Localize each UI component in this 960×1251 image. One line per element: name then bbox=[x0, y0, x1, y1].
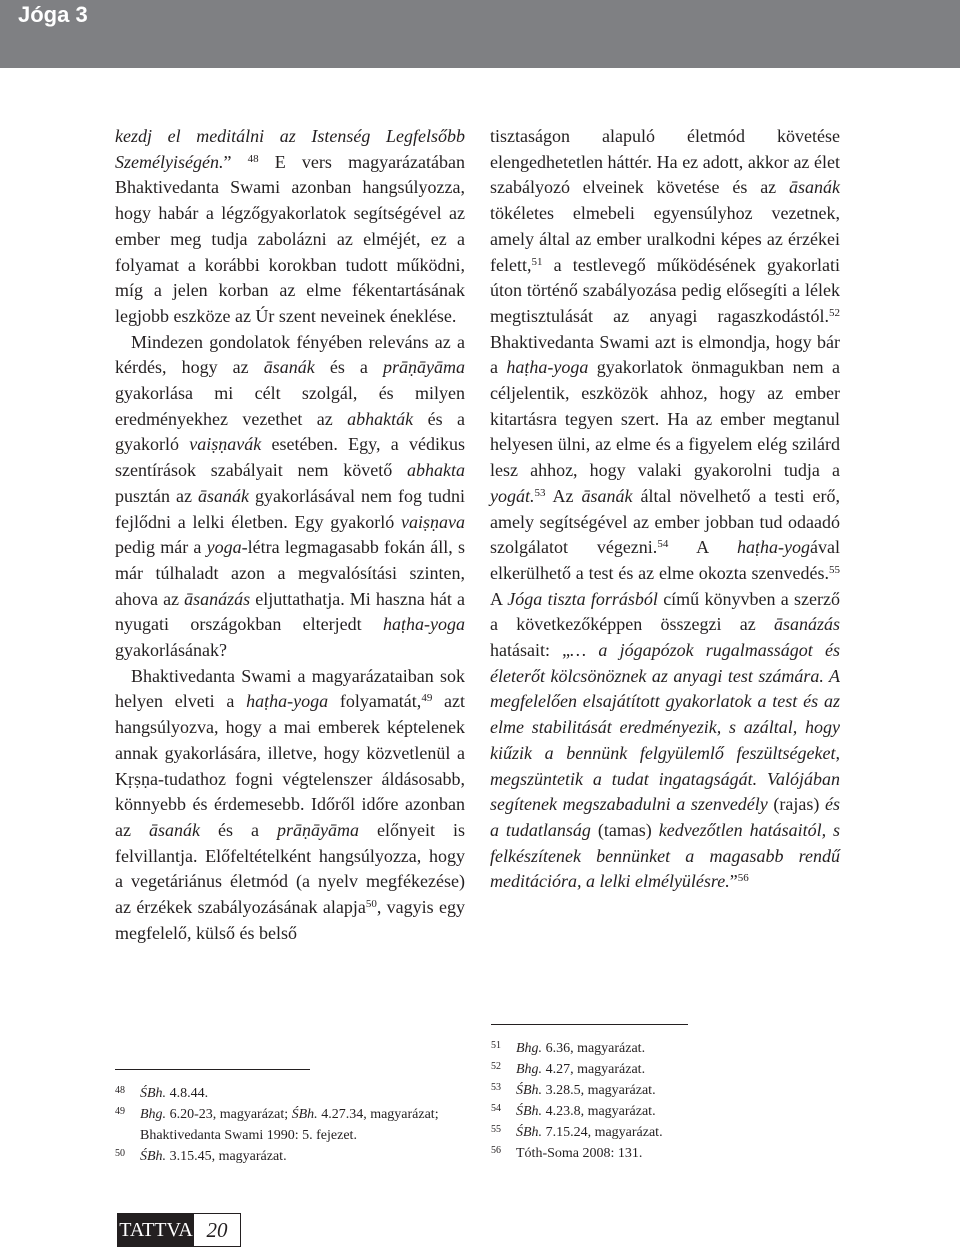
text-span: Tóth-Soma 2008: 131. bbox=[516, 1146, 643, 1161]
italic-span: āsanák bbox=[263, 357, 315, 378]
footnote-text bbox=[516, 1122, 841, 1143]
paragraph bbox=[115, 124, 465, 330]
footnote-number: 52 bbox=[491, 1061, 501, 1072]
text-span: ” bbox=[223, 151, 248, 172]
text-span: hatásait: „ bbox=[490, 640, 571, 661]
text-span: (rajas) bbox=[767, 794, 826, 815]
footnotes-left bbox=[115, 1083, 470, 1167]
text-span: , vagyis egy megfelelő, külső és belső bbox=[115, 897, 465, 943]
italic-span: vaiṣṇavák bbox=[189, 434, 262, 455]
footnote-number: 55 bbox=[491, 1124, 501, 1135]
text-span: ával elkerülhető a test és az elme okozta szenvedés. bbox=[490, 537, 841, 583]
text-span: 6.36, magyarázat. bbox=[542, 1041, 646, 1056]
footnote bbox=[491, 1101, 841, 1122]
text-span: gyakorlásának? bbox=[115, 640, 227, 661]
paragraph bbox=[115, 330, 465, 664]
italic-span: abhakta bbox=[407, 460, 465, 481]
italic-span: ŚBh. bbox=[140, 1149, 167, 1164]
footnote-number: 54 bbox=[491, 1103, 501, 1114]
footnote bbox=[115, 1083, 470, 1104]
footnote-number: 48 bbox=[115, 1085, 125, 1096]
text-span: által növelhető a testi erő, amely segítségével az ember jobban tud odaadó szolgálatot végezni. bbox=[490, 485, 840, 558]
footnote-text bbox=[516, 1143, 841, 1164]
footnote bbox=[491, 1080, 841, 1101]
italic-span: ŚBh. bbox=[516, 1104, 543, 1119]
italic-span: āsanák bbox=[198, 485, 249, 506]
footnotes-right bbox=[491, 1038, 841, 1164]
text-span: (tamas) bbox=[590, 819, 659, 840]
footnote-ref: 55 bbox=[829, 563, 840, 576]
text-span: pedig már a bbox=[115, 537, 207, 558]
paragraph bbox=[115, 664, 465, 947]
italic-span: kezdj el meditálni az Istenség Legfelsőbb Személyiségén. bbox=[115, 126, 465, 172]
text-span: -létra legmagasabb fokán áll, s már túlhaladt azon a megvalósítási szinten, ahova az bbox=[115, 537, 465, 609]
italic-span: Bhg. bbox=[516, 1062, 543, 1077]
text-span: gyakorlása mi célt szolgál, és milyen eredményekhez vezethet az bbox=[115, 383, 465, 429]
footnote bbox=[491, 1143, 841, 1164]
text-span: A bbox=[490, 588, 508, 609]
text-span: 3.15.45, magyarázat. bbox=[166, 1149, 287, 1164]
italic-span: ŚBh. bbox=[516, 1083, 543, 1098]
footnote-rule-right bbox=[491, 1024, 688, 1025]
chapter-title: Jóga 3 bbox=[18, 2, 88, 27]
text-span: ” bbox=[729, 871, 738, 892]
text-span: a testlevegő működésének gyakorlati úton történő szabályozása pedig elősegíti a lélek megtisztulását az anyagi ragaszkodástól. bbox=[490, 254, 840, 326]
italic-span: prāṇāyāma bbox=[276, 819, 359, 840]
italic-span: Bhg. bbox=[140, 1107, 167, 1122]
footnote bbox=[115, 1146, 470, 1167]
text-span: és a gyakorló bbox=[115, 408, 466, 455]
footnote-text bbox=[140, 1104, 470, 1146]
footnote bbox=[115, 1104, 470, 1146]
italic-span: abhakták bbox=[347, 408, 414, 429]
footnote-ref: 53 bbox=[534, 486, 546, 499]
text-span: Bhaktivedanta Swami azt is elmondja, hogy bár a bbox=[490, 331, 840, 378]
text-span: 3.28.5, magyarázat. bbox=[542, 1083, 656, 1098]
text-span: tökéletes elmebeli egyensúlyhoz vezetnek, amely által az ember uralkodni képes az érzékei felett, bbox=[490, 203, 840, 275]
text-span: és a bbox=[314, 357, 383, 378]
italic-span: haṭha-yoga bbox=[246, 691, 329, 712]
footnote-ref: 48 bbox=[247, 152, 259, 165]
italic-span: prāṇāyāma bbox=[383, 357, 465, 378]
italic-span: āsanázás bbox=[773, 614, 840, 635]
italic-span: ŚBh. bbox=[291, 1107, 318, 1122]
text-span: pusztán az bbox=[115, 485, 198, 506]
text-span: Az bbox=[545, 485, 582, 506]
footnote bbox=[491, 1059, 841, 1080]
text-span: című könyvben a szerző a következőképpen összegzi az bbox=[490, 588, 840, 635]
text-span: A bbox=[668, 537, 738, 558]
italic-span: āsanák bbox=[148, 819, 200, 840]
italic-span: haṭha-yog bbox=[737, 537, 811, 558]
text-span: 4.8.44. bbox=[166, 1086, 209, 1101]
italic-span: āsanák bbox=[581, 485, 633, 506]
italic-span: kedvezőtlen hatásaitól, s felkészítenek bennünket a magasabb rendű meditációra, a lelki elmélyülésre. bbox=[490, 819, 840, 892]
footnote-number: 50 bbox=[115, 1148, 125, 1159]
header-bar bbox=[0, 0, 960, 68]
footnote-number: 53 bbox=[491, 1082, 501, 1093]
text-span: Mindezen gondolatok fényében releváns az a kérdés, hogy az bbox=[115, 331, 465, 378]
footnote-ref: 52 bbox=[829, 306, 840, 319]
text-span: előnyeit is felvillantja. Előfeltételként hangsúlyozza, hogy a vegetáriánus életmód (a nyelv megfékezése) az érzékek szabályozásának alapja bbox=[115, 819, 465, 918]
italic-span: āsanák bbox=[789, 177, 840, 198]
paragraph bbox=[490, 124, 840, 895]
text-span: 4.27, magyarázat. bbox=[542, 1062, 646, 1077]
italic-span: és a tudatlanság bbox=[490, 794, 841, 840]
text-span: E vers magyarázatában Bhaktivedanta Swami azonban hangsúlyozza, hogy habár a légzőgyakorlatok segítségével az ember meg tudja zabolázni az elméjét, ez a folyamat a korábbi korokban tudott működni, míg a jelen korban az elme fékentartásának legjobb eszköze az Úr szent neveinek éneklése. bbox=[115, 151, 465, 326]
text-span: Bhaktivedanta Swami a magyarázataiban sok helyen elveti a bbox=[115, 665, 465, 712]
text-span: és a bbox=[199, 819, 277, 840]
footnote bbox=[491, 1122, 841, 1143]
footnote-number: 56 bbox=[491, 1145, 501, 1156]
footnote-ref: 56 bbox=[737, 872, 749, 885]
text-span: 4.27.34, magyarázat; Bhaktivedanta Swami 1990: 5. fejezet. bbox=[140, 1107, 439, 1143]
left-text-column bbox=[115, 124, 465, 947]
text-span: 7.15.24, magyarázat. bbox=[542, 1125, 663, 1140]
text-span: 4.23.8, magyarázat. bbox=[542, 1104, 656, 1119]
italic-span: yogát. bbox=[490, 485, 535, 506]
italic-span: ŚBh. bbox=[140, 1086, 167, 1101]
text-span: eljuttathatja. Mi haszna hát a nyugati országokban elterjedt bbox=[115, 588, 466, 635]
footnote-rule-left bbox=[115, 1069, 310, 1070]
italic-span: yoga bbox=[206, 537, 242, 558]
text-span: azt hangsúlyozva, hogy a mai emberek képtelenek annak gyakorlására, illetve, hogy közvetlenül a Kṛṣṇa-tudathoz fogni végtelenszer áldásosabb, könnyebb és érdemesebb. Időről időre azonban az bbox=[115, 691, 466, 840]
italic-span: Jóga tiszta forrásból bbox=[507, 588, 658, 609]
footnote bbox=[491, 1038, 841, 1059]
italic-span: … a jógapózok rugalmasságot és életerőt kölcsönöznek az anyagi test számára. A megfelelően elsajátított gyakorlatok a test és az elme stabilitását eredményezik, s azáltal, hogy kiűzik a bennünk felgyülemlő feszültségeket, megszüntetik a tudat ingatagságát. Valójában segítenek megszabadulni a szenvedély bbox=[490, 640, 840, 815]
text-span: tisztaságon alapuló életmód követése elengedhetetlen háttér. Ha ez adott, akkor az élet szabályozó elveinek követése és az bbox=[490, 126, 840, 198]
italic-span: Bhg. bbox=[516, 1041, 543, 1056]
italic-span: vaiṣṇava bbox=[401, 511, 465, 532]
text-span: 6.20-23, magyarázat; bbox=[166, 1107, 292, 1122]
italic-span: haṭha-yoga bbox=[383, 614, 465, 635]
footnote-text bbox=[516, 1059, 841, 1080]
footnote-number: 51 bbox=[491, 1040, 501, 1051]
page-number: 20 bbox=[206, 1217, 228, 1242]
footnote-text bbox=[140, 1146, 470, 1167]
footnote-number: 49 bbox=[115, 1106, 125, 1117]
italic-span: haṭha-yoga bbox=[506, 357, 589, 378]
footnote-ref: 51 bbox=[531, 255, 543, 268]
text-span: esetében. Egy, a védikus szentírások szabályait nem követő bbox=[115, 434, 465, 481]
footnote-ref: 50 bbox=[365, 898, 377, 911]
footnote-ref: 54 bbox=[657, 538, 669, 551]
right-text-column bbox=[490, 124, 840, 895]
text-span: gyakorlásával nem fog tudni fejlődni a lelki életben. Egy gyakorló bbox=[115, 485, 465, 532]
footnote-text bbox=[140, 1083, 470, 1104]
footnote-text bbox=[516, 1101, 841, 1122]
text-span: folyamatát, bbox=[328, 691, 422, 712]
italic-span: āsanázás bbox=[184, 588, 251, 609]
footnote-ref: 49 bbox=[421, 692, 433, 705]
text-span: gyakorlatok önmagukban nem a céljelentik, eszközök ahhoz, hogy az ember kitartásra tegyen szert. Ha az ember megtanul helyesen ülni, az elme és a figyelem elég szilárd lesz ahhoz, hogy valaki gyakorolni tudja a bbox=[490, 357, 840, 481]
logo-text: TATTVA bbox=[118, 1214, 194, 1246]
footnote-text bbox=[516, 1038, 841, 1059]
footnote-text bbox=[516, 1080, 841, 1101]
italic-span: ŚBh. bbox=[516, 1125, 543, 1140]
tattva-logo bbox=[117, 1213, 241, 1247]
